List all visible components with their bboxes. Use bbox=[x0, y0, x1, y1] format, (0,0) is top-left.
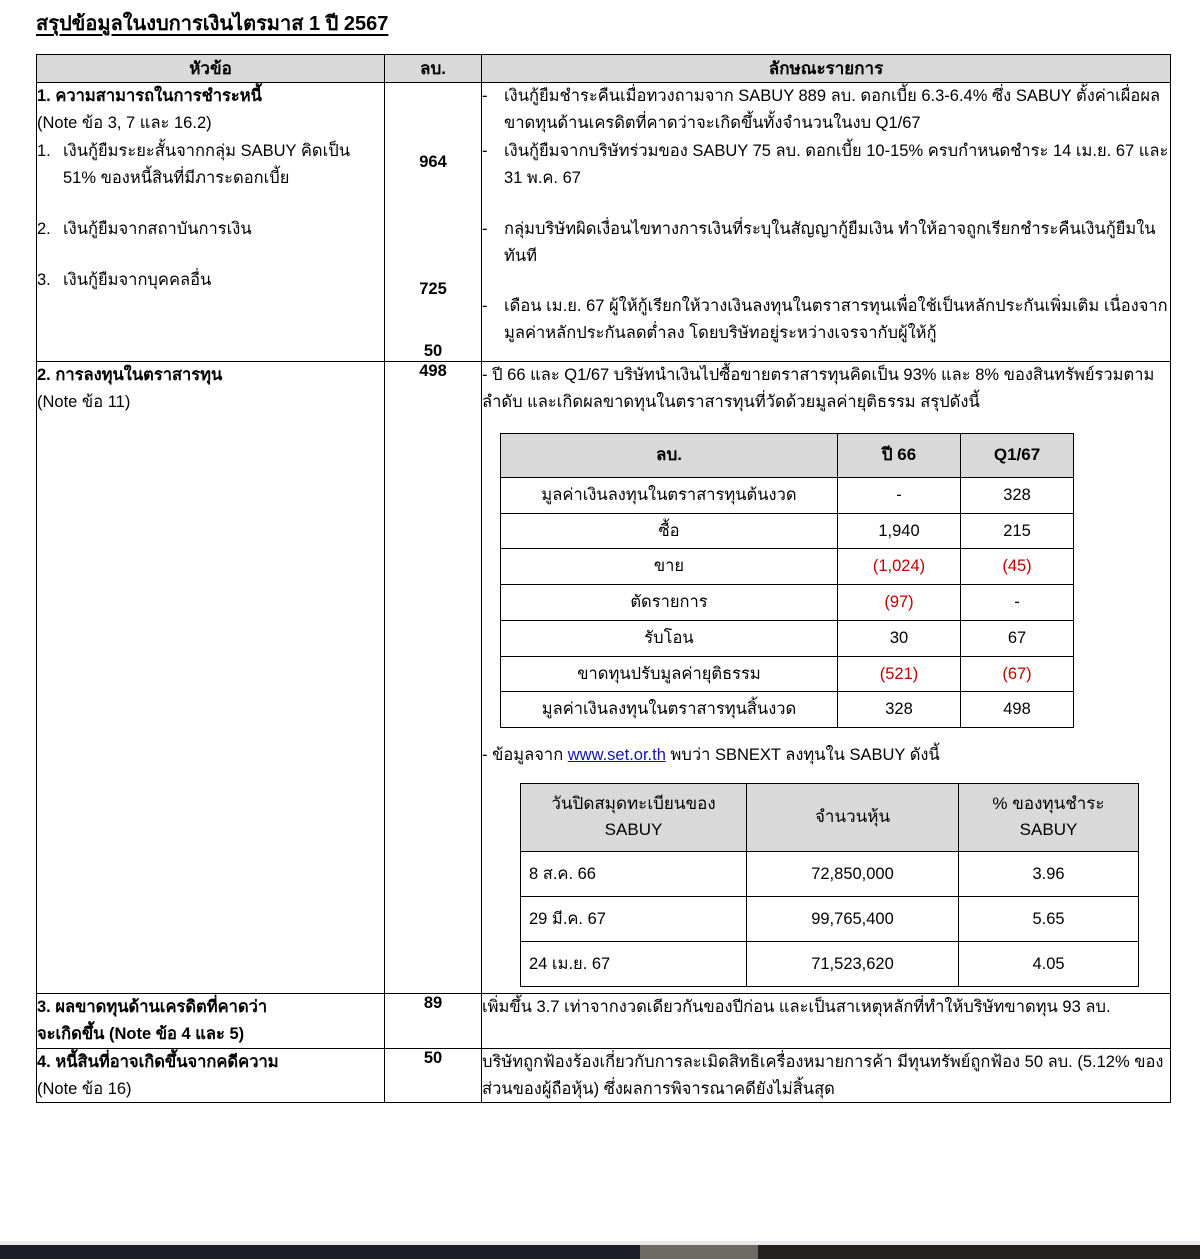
row3-topic-cell bbox=[37, 994, 385, 1048]
set-or-th-link[interactable]: www.set.or.th bbox=[567, 746, 666, 764]
row1-amount-cell bbox=[385, 83, 482, 362]
row4-description-cell: บริษัทถูกฟ้องร้องเกี่ยวกับการละเมิดสิทธิเครื่องหมายการค้า มีทุนทรัพย์ถูกฟ้อง 50 ลบ. (5.12% ของส่วนของผู้ถือหุ้น) ซึ่งผลการพิจารณาคดียังไม่สิ้นสุด bbox=[482, 1048, 1171, 1102]
row2-topic-title: 2. การลงทุนในตราสารทุน bbox=[37, 366, 223, 384]
list-item bbox=[482, 138, 1170, 191]
financial-summary-table bbox=[36, 54, 1171, 1103]
table-row bbox=[521, 852, 1139, 897]
inv-header-label: ลบ. bbox=[501, 434, 838, 478]
table-row bbox=[501, 620, 1074, 656]
table-row bbox=[37, 83, 1171, 362]
row1-item2-text: เงินกู้ยืมจากสถาบันการเงิน bbox=[63, 219, 252, 238]
inner-table-header-row bbox=[501, 434, 1074, 478]
row1-item3-text: เงินกู้ยืมจากบุคคลอื่น bbox=[63, 270, 212, 289]
inv-row2-q167: 215 bbox=[961, 513, 1074, 549]
row1-bullet1: เงินกู้ยืมชำระคืนเมื่อทวงถามจาก SABUY 889 ลบ. ดอกเบี้ย 6.3-6.4% ซึ่ง SABUY ตั้งค่าเผื่อผลขาดทุนด้านเครดิตที่คาดว่าจะเกิดขึ้นทั้งจำนวนในงบ Q1/67 bbox=[504, 87, 1161, 132]
list-spacer bbox=[482, 194, 1170, 214]
table-row bbox=[501, 692, 1074, 728]
sh-header-date bbox=[521, 783, 747, 852]
row3-description-cell: เพิ่มขึ้น 3.7 เท่าจากงวดเดียวกันของปีก่อน และเป็นสาเหตุหลักที่ทำให้บริษัทขาดทุน 93 ลบ. bbox=[482, 994, 1171, 1048]
table-row bbox=[37, 1048, 1171, 1102]
table-row bbox=[521, 897, 1139, 942]
row1-item3-amount: 50 bbox=[423, 342, 443, 360]
row2-topic-note: (Note ข้อ 11) bbox=[37, 392, 131, 411]
row1-item1-number: 1. bbox=[37, 142, 51, 161]
row2-amount: 498 bbox=[419, 362, 447, 380]
taskbar[interactable] bbox=[0, 1245, 1200, 1259]
row2-intro-text: - ปี 66 และ Q1/67 บริษัทนำเงินไปซื้อขายตราสารทุนคิดเป็น 93% และ 8% ของสินทรัพย์รวมตามลำดับ และเกิดผลขาดทุนในตราสารทุนที่วัดด้วยมูลค่ายุติธรรม สรุปดังนี้ bbox=[482, 366, 1155, 411]
sh-header-date-line1: วันปิดสมุดทะเบียนของ bbox=[551, 793, 716, 813]
inv-row6-y66: (521) bbox=[838, 656, 961, 692]
dash-icon: - bbox=[482, 142, 488, 161]
table-row bbox=[501, 585, 1074, 621]
sh-row1-pct: 3.96 bbox=[959, 852, 1139, 897]
row1-item-list bbox=[37, 138, 384, 293]
row4-amount-cell bbox=[385, 1048, 482, 1102]
list-item bbox=[482, 83, 1170, 136]
sh-row1-shares: 72,850,000 bbox=[747, 852, 959, 897]
table-row bbox=[501, 549, 1074, 585]
investment-movement-table-wrap bbox=[500, 433, 1170, 728]
sh-row2-pct: 5.65 bbox=[959, 897, 1139, 942]
row3-amount: 89 bbox=[423, 994, 443, 1013]
row2-amount-cell bbox=[385, 362, 482, 994]
inv-row2-label: ซื้อ bbox=[501, 513, 838, 549]
sh-row1-date: 8 ส.ค. 66 bbox=[521, 852, 747, 897]
row1-bullet2: เงินกู้ยืมจากบริษัทร่วมของ SABUY 75 ลบ. ดอกเบี้ย 10-15% ครบกำหนดชำระ 14 เม.ย. 67 และ 31 พ.ค. 67 bbox=[504, 142, 1169, 188]
list-spacer bbox=[482, 271, 1170, 291]
sh-header-pct bbox=[959, 783, 1139, 852]
shareholding-table bbox=[520, 783, 1139, 988]
row1-topic-cell bbox=[37, 83, 385, 362]
row2-topic-cell bbox=[37, 362, 385, 994]
table-row bbox=[501, 656, 1074, 692]
inv-row1-label: มูลค่าเงินลงทุนในตราสารทุนต้นงวด bbox=[501, 477, 838, 513]
list-item bbox=[482, 293, 1170, 346]
row1-topic-note: (Note ข้อ 3, 7 และ 16.2) bbox=[37, 113, 212, 132]
inv-row1-y66: - bbox=[838, 477, 961, 513]
column-header-description: ลักษณะรายการ bbox=[482, 55, 1171, 83]
sh-header-date-line2: SABUY bbox=[604, 820, 663, 840]
source-url-line bbox=[482, 742, 1170, 769]
list-spacer bbox=[37, 245, 384, 265]
dash-icon: - bbox=[482, 219, 488, 238]
inv-row5-q167: 67 bbox=[961, 620, 1074, 656]
sh-header-shares-line1: จำนวนหุ้น bbox=[814, 806, 891, 826]
inv-header-q167: Q1/67 bbox=[961, 434, 1074, 478]
taskbar-segment-left bbox=[0, 1245, 640, 1259]
inv-row3-y66: (1,024) bbox=[838, 549, 961, 585]
inv-row4-label: ตัดรายการ bbox=[501, 585, 838, 621]
table-row bbox=[501, 513, 1074, 549]
inv-row3-label: ขาย bbox=[501, 549, 838, 585]
inv-row7-q167: 498 bbox=[961, 692, 1074, 728]
sh-row3-date: 24 เม.ย. 67 bbox=[521, 942, 747, 987]
page-title: สรุปข้อมูลในงบการเงินไตรมาส 1 ปี 2567 bbox=[36, 13, 389, 35]
table-row bbox=[501, 477, 1074, 513]
row1-item2-number: 2. bbox=[37, 219, 51, 238]
dash-icon: - bbox=[482, 297, 488, 316]
url-text-before: - ข้อมูลจาก bbox=[482, 746, 568, 764]
inv-row5-label: รับโอน bbox=[501, 620, 838, 656]
inv-row4-y66: (97) bbox=[838, 585, 961, 621]
inv-row3-q167: (45) bbox=[961, 549, 1074, 585]
inner-table-header-row bbox=[521, 783, 1139, 852]
list-spacer bbox=[37, 194, 384, 214]
row2-description-cell bbox=[482, 362, 1171, 994]
row1-item2-amount: 725 bbox=[419, 280, 447, 298]
column-header-topic: หัวข้อ bbox=[37, 55, 385, 83]
sh-row3-pct: 4.05 bbox=[959, 942, 1139, 987]
table-row bbox=[521, 942, 1139, 987]
row3-topic-title-line2: จะเกิดขึ้น (Note ข้อ 4 และ 5) bbox=[37, 1025, 245, 1044]
sh-row2-date: 29 มี.ค. 67 bbox=[521, 897, 747, 942]
url-text-after: พบว่า SBNEXT ลงทุนใน SABUY ดังนี้ bbox=[665, 746, 940, 764]
sh-row2-shares: 99,765,400 bbox=[747, 897, 959, 942]
row1-bullet3: กลุ่มบริษัทผิดเงื่อนไขทางการเงินที่ระบุในสัญญากู้ยืมเงิน ทำให้อาจถูกเรียกชำระคืนเงินกู้ยืมในทันที bbox=[504, 219, 1156, 265]
row1-item3-number: 3. bbox=[37, 270, 51, 289]
inv-row7-y66: 328 bbox=[838, 692, 961, 728]
row1-item1-text: เงินกู้ยืมระยะสั้นจากกลุ่ม SABUY คิดเป็น 51% ของหนี้สินที่มีภาระดอกเบี้ย bbox=[63, 142, 350, 188]
row1-description-cell bbox=[482, 83, 1171, 362]
row4-topic-title: 4. หนี้สินที่อาจเกิดขึ้นจากคดีความ bbox=[37, 1052, 279, 1071]
shareholding-table-wrap bbox=[520, 783, 1170, 988]
inv-row7-label: มูลค่าเงินลงทุนในตราสารทุนสิ้นงวด bbox=[501, 692, 838, 728]
row3-topic-title: 3. ผลขาดทุนด้านเครดิตที่คาดว่า bbox=[37, 998, 268, 1017]
row1-bullet-list bbox=[482, 83, 1170, 347]
row1-item1-amount: 964 bbox=[419, 153, 447, 171]
inv-row4-q167: - bbox=[961, 585, 1074, 621]
inv-row2-y66: 1,940 bbox=[838, 513, 961, 549]
row4-topic-cell bbox=[37, 1048, 385, 1102]
row4-amount: 50 bbox=[423, 1048, 443, 1067]
table-row bbox=[37, 362, 1171, 994]
sh-header-pct-line1: % ของทุนชำระ bbox=[992, 793, 1105, 813]
table-row bbox=[37, 994, 1171, 1048]
sh-header-shares bbox=[747, 783, 959, 852]
list-item bbox=[37, 138, 384, 191]
investment-movement-table bbox=[500, 433, 1074, 728]
column-header-amount: ลบ. bbox=[385, 55, 482, 83]
sh-row3-shares: 71,523,620 bbox=[747, 942, 959, 987]
inv-row1-q167: 328 bbox=[961, 477, 1074, 513]
list-item bbox=[37, 267, 384, 294]
list-item bbox=[482, 216, 1170, 269]
list-item bbox=[37, 216, 384, 243]
sh-header-pct-line2: SABUY bbox=[1019, 820, 1078, 840]
taskbar-segment-center bbox=[640, 1245, 758, 1259]
row1-topic-title: 1. ความสามารถในการชำระหนี้ bbox=[37, 87, 262, 105]
row1-bullet4: เดือน เม.ย. 67 ผู้ให้กู้เรียกให้วางเงินลงทุนในตราสารทุนเพื่อใช้เป็นหลักประกันเพิ่มเติม เนื่องจากมูลค่าหลักประกันลดต่ำลง โดยบริษัทอยู่ระหว่างเจรจากับผู้ให้กู้ bbox=[504, 297, 1168, 343]
inv-row5-y66: 30 bbox=[838, 620, 961, 656]
table-header-row bbox=[37, 55, 1171, 83]
taskbar-segment-right bbox=[758, 1245, 1200, 1259]
inv-row6-q167: (67) bbox=[961, 656, 1074, 692]
dash-icon: - bbox=[482, 87, 488, 105]
inv-header-y66: ปี 66 bbox=[838, 434, 961, 478]
inv-row6-label: ขาดทุนปรับมูลค่ายุติธรรม bbox=[501, 656, 838, 692]
row3-amount-cell bbox=[385, 994, 482, 1048]
row4-topic-note: (Note ข้อ 16) bbox=[37, 1079, 132, 1098]
